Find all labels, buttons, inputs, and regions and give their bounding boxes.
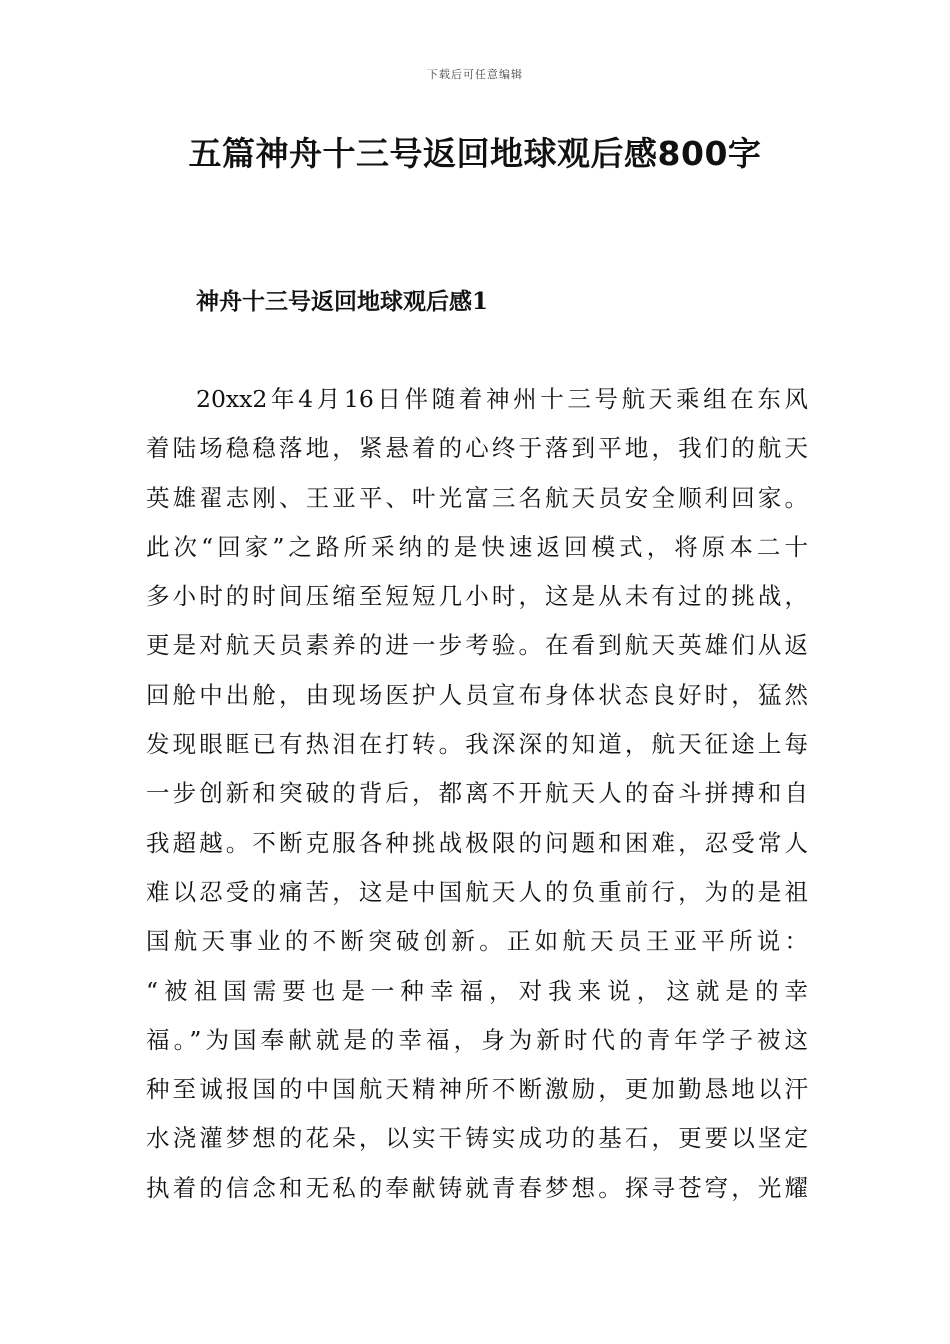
body-line: 更是对航天员素养的进一步考验。在看到航天英雄们从返 (146, 631, 808, 660)
body-line: 福。”为国奉献就是的幸福，身为新时代的青年学子被这 (146, 1025, 808, 1054)
body-line: 此次“回家”之路所采纳的是快速返回模式，将原本二十 (146, 532, 808, 561)
body-line: 英雄翟志刚、王亚平、叶光富三名航天员安全顺利回家。 (146, 483, 808, 512)
body-line: 我超越。不断克服各种挑战极限的问题和困难，忍受常人 (146, 828, 808, 857)
body-line: 水浇灌梦想的花朵，以实干铸实成功的基石，更要以坚定 (146, 1124, 808, 1153)
section-heading: 神舟十三号返回地球观后感1 (196, 288, 489, 315)
body-line: 一步创新和突破的背后，都离不开航天人的奋斗拼搏和自 (146, 779, 808, 808)
body-line: 20xx2年4月16日伴随着神州十三号航天乘组在东风 (196, 385, 808, 413)
body-line: “被祖国需要也是一种幸福，对我来说，这就是的幸 (146, 976, 808, 1005)
body-text (146, 380, 808, 1218)
body-line: 种至诚报国的中国航天精神所不断激励，更加勤恳地以汗 (146, 1075, 808, 1104)
body-line: 多小时的时间压缩至短短几小时，这是从未有过的挑战， (146, 582, 808, 611)
document-title: 五篇神舟十三号返回地球观后感800字 (188, 134, 762, 173)
body-line: 发现眼眶已有热泪在打转。我深深的知道，航天征途上每 (146, 730, 808, 759)
header-note: 下载后可任意编辑 (427, 68, 523, 81)
body-line: 执着的信念和无私的奉献铸就青春梦想。探寻苍穹，光耀 (146, 1173, 808, 1202)
body-line: 国航天事业的不断突破创新。正如航天员王亚平所说： (146, 927, 808, 956)
body-line: 着陆场稳稳落地，紧悬着的心终于落到平地，我们的航天 (146, 434, 808, 463)
body-line: 回舱中出舱，由现场医护人员宣布身体状态良好时，猛然 (146, 680, 808, 709)
body-line: 难以忍受的痛苦，这是中国航天人的负重前行，为的是祖 (146, 877, 808, 906)
